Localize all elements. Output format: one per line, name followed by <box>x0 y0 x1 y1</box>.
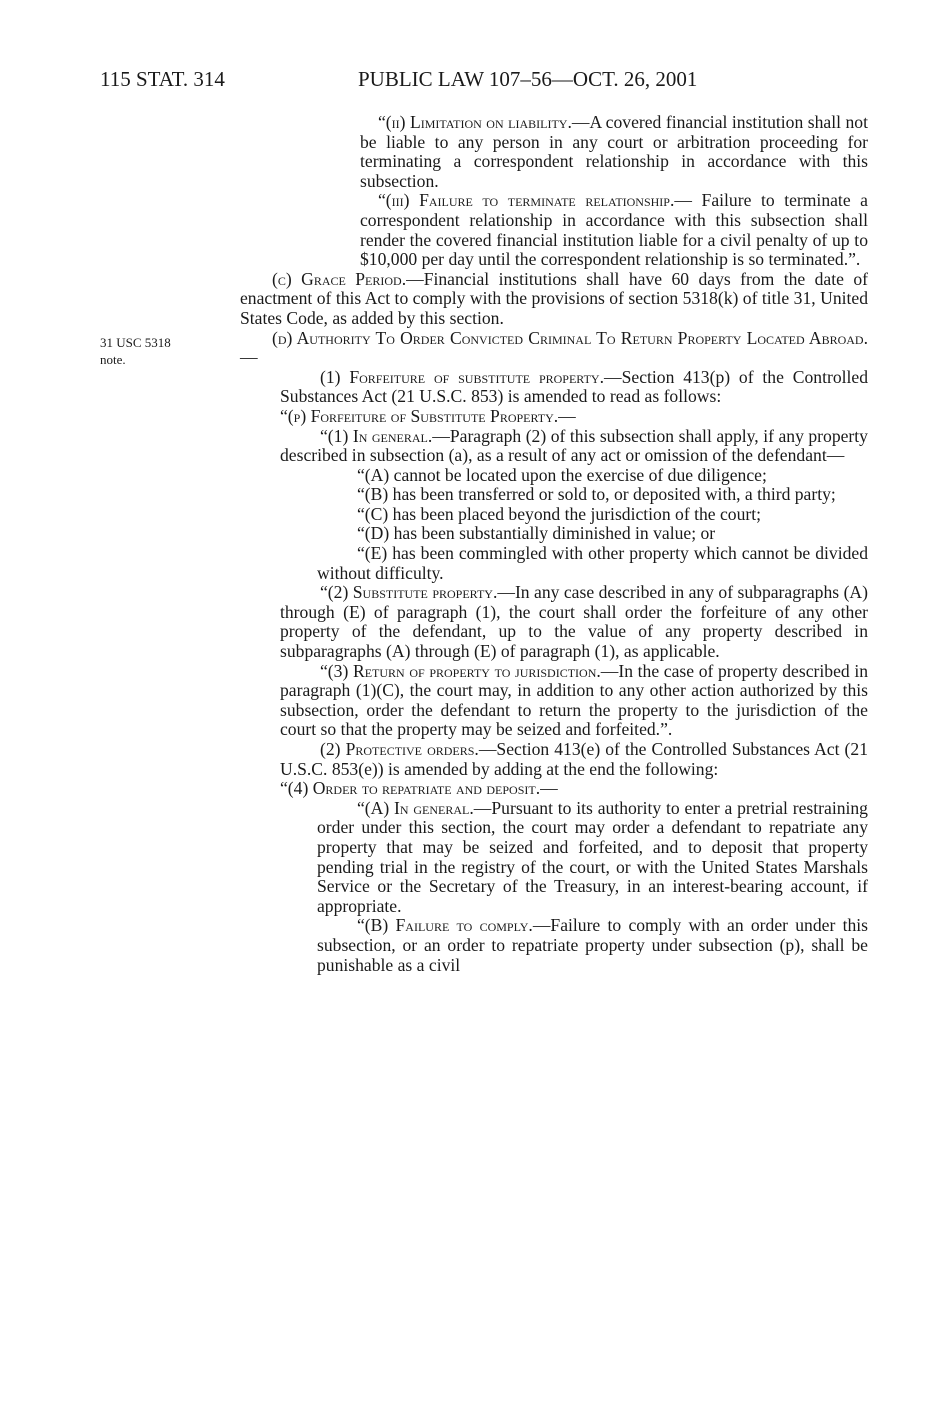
paragraph-p2 <box>280 583 868 661</box>
paragraph-text: —In the case of property described in paragraph (1)(C), the court may, in addition to any other action authorized by this subsection, order the defendant to return the property to the jurisdiction of the court so that the property may be seized and forfeited.”. <box>280 660 869 740</box>
statute-page-number: 115 STAT. 314 <box>100 67 225 91</box>
clause-heading: “(ii) Limitation on liability. <box>378 112 572 132</box>
paragraph-d1 <box>280 368 868 407</box>
paragraph-p3 <box>280 662 868 740</box>
subsection-text: — <box>558 405 576 426</box>
paragraph-text: —Paragraph (2) of this subsection shall apply, if any property described in subsection (a), as a result of any act or omission of the defendant— <box>280 425 868 466</box>
subsection-p <box>280 407 868 427</box>
paragraph-heading: “(2) Substitute property. <box>320 582 498 603</box>
subparagraph-e: “(E) has been commingled with other property which cannot be divided without difficulty. <box>317 543 868 583</box>
paragraph-text: —Section 413(e) of the Controlled Substances Act (21 U.S.C. 853(e)) is amended by adding at the end the following: <box>280 739 869 779</box>
subsection-text: — <box>240 347 258 368</box>
public-law-citation: PUBLIC LAW 107–56—OCT. 26, 2001 <box>358 67 698 91</box>
subparagraph-b: “(B) has been transferred or sold to, or deposited with, a third party; <box>357 484 836 505</box>
clause-ii <box>360 113 868 191</box>
paragraph-heading: “(1) In general. <box>320 425 433 446</box>
margin-note-citation: 31 USC 5318 <box>100 335 171 350</box>
paragraph-heading: (2) Protective orders. <box>320 739 479 759</box>
clause-text: — Failure to terminate a correspondent relationship in accordance with this subsection shall render the covered financial institution liable for a civil penalty of up to $10,000 per day until the correspondent relationship is so terminated.”. <box>360 190 868 270</box>
subparagraph-d: “(D) has been substantially diminished in value; or <box>357 523 716 544</box>
subsection-text: —Financial institutions shall have 60 days from the date of enactment of this Act to comply with the provisions of section 5318(k) of title 31, United States Code, as added by this section. <box>240 268 869 328</box>
paragraph-text: —In any case described in any of subparagraphs (A) through (E) of paragraph (1), the court shall order the forfeiture of any other property of the defendant, up to the value of any property described in subparagraphs (A) through (E) of paragraph (1), as applicable. <box>280 582 868 662</box>
margin-note <box>100 334 210 368</box>
paragraph-4 <box>280 779 868 799</box>
paragraph-text: —Section 413(p) of the Controlled Substances Act (21 U.S.C. 853) is amended to read as follows: <box>280 366 868 407</box>
clause-heading: “(iii) Failure to terminate relationship. <box>378 190 675 211</box>
paragraph-d2 <box>280 740 868 779</box>
paragraph-heading: (1) Forfeiture of substitute property. <box>320 366 604 387</box>
subparagraph-text: —Failure to comply with an order under this subsection, or an order to repatriate property under subsection (p), shall be punishable as a civil <box>317 915 868 975</box>
subparagraph-a: “(A) cannot be located upon the exercise of due diligence; <box>357 464 767 485</box>
paragraph-text: — <box>540 778 558 799</box>
subsection-heading: “(p) Forfeiture of Substitute Property. <box>280 405 559 426</box>
subparagraph-heading: “(A) In general. <box>357 797 474 818</box>
subsection-c <box>240 270 868 329</box>
subsection-heading: (d) Authority To Order Convicted Criminal To Return Property Located Abroad. <box>272 327 868 348</box>
subparagraph-c: “(C) has been placed beyond the jurisdiction of the court; <box>357 503 762 524</box>
clause-text: —A covered financial institution shall not be liable to any person in any court or arbitration proceeding for terminating a correspondent relationship in accordance with this subsection. <box>360 112 868 191</box>
statute-body <box>240 113 868 975</box>
subsection-d <box>240 329 868 368</box>
subparagraph-text: —Pursuant to its authority to enter a pretrial restraining order under this section, the court may order a defendant to repatriate any property that may be seized and forfeited, and to deposit that property pending trial in the registry of the court, or with the United States Marshals Service or the Secretary of the Treasury, in an interest-bearing account, if appropriate. <box>317 797 868 916</box>
subparagraph-4a <box>317 799 868 917</box>
margin-note-suffix: note. <box>100 352 126 367</box>
paragraph-heading: “(4) Order to repatriate and deposit. <box>280 778 541 799</box>
paragraph-heading: “(3) Return of property to jurisdiction. <box>320 660 601 681</box>
subparagraph-4b <box>317 916 868 975</box>
paragraph-p1 <box>280 427 868 466</box>
subsection-heading: (c) Grace Period. <box>272 268 407 289</box>
page-header <box>100 66 800 92</box>
subparagraph-heading: “(B) Failure to comply. <box>357 915 533 936</box>
clause-iii <box>360 191 868 269</box>
